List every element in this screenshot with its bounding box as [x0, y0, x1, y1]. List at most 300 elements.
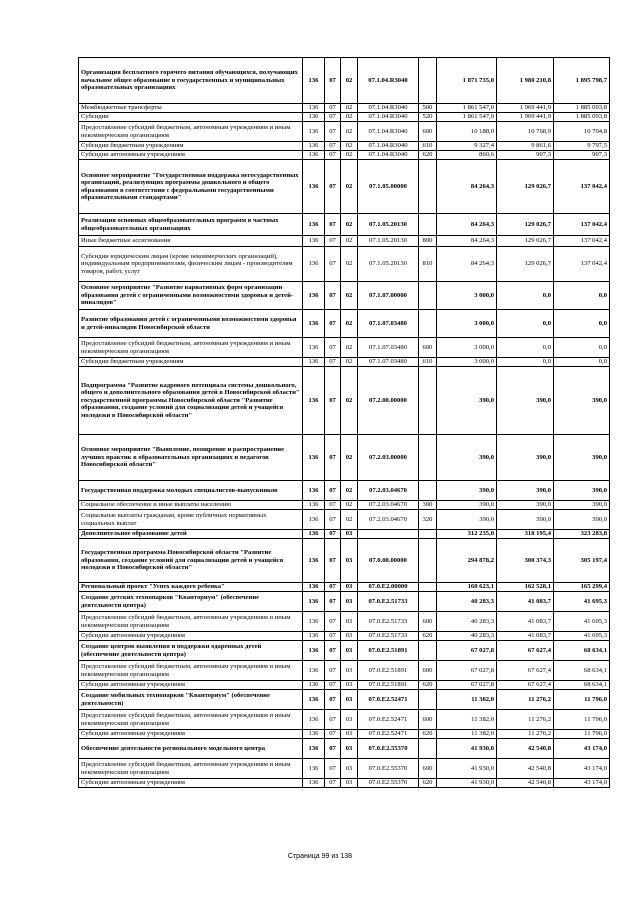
- cell-csr: [358, 530, 419, 539]
- cell-amount-year1: 40 283,3: [437, 592, 497, 612]
- cell-amount-year3: 10 704,8: [554, 122, 610, 142]
- cell-grbs: 136: [303, 247, 325, 282]
- cell-csr: 07.0.00.00000: [358, 539, 419, 583]
- cell-amount-year2: 390,0: [497, 367, 554, 435]
- cell-amount-year3: 390,0: [554, 501, 610, 510]
- cell-name: Субсидии: [79, 113, 303, 122]
- cell-pr: 03: [341, 779, 358, 788]
- cell-amount-year3: 41 695,3: [554, 632, 610, 641]
- cell-vr: 620: [419, 779, 437, 788]
- cell-csr: 07.0.E2.51891: [358, 681, 419, 690]
- cell-amount-year1: 860,6: [437, 151, 497, 160]
- table-row: [79, 730, 610, 739]
- cell-vr: 600: [419, 710, 437, 730]
- table-row: [79, 583, 610, 592]
- cell-name: Государственная программа Новосибирской области "Развитие образования, создание условий для социализации детей и учащейся молодежи в Новосибирской области": [79, 539, 303, 583]
- cell-amount-year1: 390,0: [437, 435, 497, 481]
- cell-vr: 600: [419, 759, 437, 779]
- cell-csr: 07.1.07.03480: [358, 310, 419, 338]
- cell-rz: 07: [325, 151, 341, 160]
- cell-csr: 07.0.E2.51891: [358, 641, 419, 661]
- cell-rz: 07: [325, 282, 341, 310]
- table-row: [79, 367, 610, 435]
- cell-csr: 07.1.05.20130: [358, 214, 419, 236]
- cell-amount-year1: 40 283,3: [437, 612, 497, 632]
- table-row: [79, 122, 610, 142]
- table-row: [79, 530, 610, 539]
- cell-vr: [419, 739, 437, 759]
- cell-amount-year2: 1 969 441,9: [497, 104, 554, 113]
- cell-name: Предоставление субсидий бюджетным, автономным учреждениям и иным некоммерческим организациям: [79, 661, 303, 681]
- cell-name: Социальные выплаты гражданам, кроме публичных нормативных социальных выплат: [79, 510, 303, 530]
- cell-vr: 520: [419, 113, 437, 122]
- cell-rz: 07: [325, 214, 341, 236]
- cell-amount-year2: 10 768,9: [497, 122, 554, 142]
- cell-amount-year1: 84 264,3: [437, 214, 497, 236]
- cell-grbs: 136: [303, 583, 325, 592]
- cell-rz: 07: [325, 710, 341, 730]
- cell-name: Дополнительное образование детей: [79, 530, 303, 539]
- cell-rz: 07: [325, 58, 341, 104]
- cell-rz: 07: [325, 435, 341, 481]
- cell-amount-year2: 0,0: [497, 338, 554, 358]
- cell-vr: 610: [419, 358, 437, 367]
- cell-rz: 07: [325, 730, 341, 739]
- cell-rz: 07: [325, 122, 341, 142]
- cell-csr: 07.0.E2.52471: [358, 730, 419, 739]
- cell-vr: 620: [419, 681, 437, 690]
- cell-name: Межбюджетные трансферты: [79, 104, 303, 113]
- budget-table-body: [79, 58, 610, 788]
- cell-amount-year3: 390,0: [554, 510, 610, 530]
- cell-grbs: 136: [303, 358, 325, 367]
- cell-pr: 03: [341, 612, 358, 632]
- cell-csr: 07.1.04.R3040: [358, 142, 419, 151]
- cell-amount-year3: 165 299,4: [554, 583, 610, 592]
- cell-pr: 02: [341, 247, 358, 282]
- table-row: [79, 338, 610, 358]
- cell-csr: 07.2.03.00000: [358, 435, 419, 481]
- cell-pr: 02: [341, 310, 358, 338]
- cell-csr: 07.2.03.04670: [358, 481, 419, 501]
- cell-pr: 02: [341, 142, 358, 151]
- cell-csr: 07.2.00.00000: [358, 367, 419, 435]
- cell-csr: 07.0.E2.55370: [358, 739, 419, 759]
- cell-grbs: 136: [303, 481, 325, 501]
- cell-name: Субсидии бюджетным учреждениям: [79, 142, 303, 151]
- table-row: [79, 104, 610, 113]
- cell-name: Основное мероприятие "Развитие вариативных форм организации образования детей с ограниченными возможностями здоровья и детей-инвалидов": [79, 282, 303, 310]
- cell-amount-year2: 0,0: [497, 358, 554, 367]
- cell-pr: 02: [341, 58, 358, 104]
- cell-csr: 07.0.E2.00000: [358, 583, 419, 592]
- cell-amount-year2: 162 528,1: [497, 583, 554, 592]
- cell-amount-year3: 137 042,4: [554, 214, 610, 236]
- cell-csr: 07.2.03.04670: [358, 510, 419, 530]
- cell-grbs: 136: [303, 730, 325, 739]
- cell-csr: 07.1.07.00000: [358, 282, 419, 310]
- cell-pr: 02: [341, 160, 358, 214]
- cell-amount-year1: 41 930,0: [437, 779, 497, 788]
- cell-vr: 620: [419, 730, 437, 739]
- cell-pr: 02: [341, 338, 358, 358]
- cell-rz: 07: [325, 739, 341, 759]
- cell-amount-year1: 40 283,3: [437, 632, 497, 641]
- cell-name: Иные бюджетные ассигнования: [79, 236, 303, 247]
- cell-amount-year2: 11 276,2: [497, 710, 554, 730]
- table-row: [79, 681, 610, 690]
- table-row: [79, 710, 610, 730]
- cell-grbs: 136: [303, 367, 325, 435]
- cell-name: Региональный проект "Успех каждого ребенка": [79, 583, 303, 592]
- cell-grbs: 136: [303, 160, 325, 214]
- cell-amount-year1: 11 382,0: [437, 690, 497, 710]
- cell-amount-year2: 390,0: [497, 501, 554, 510]
- cell-rz: 07: [325, 113, 341, 122]
- cell-amount-year3: 137 042,4: [554, 247, 610, 282]
- cell-amount-year3: 305 197,4: [554, 539, 610, 583]
- cell-grbs: 136: [303, 739, 325, 759]
- cell-name: Субсидии автономным учреждениям: [79, 151, 303, 160]
- cell-pr: 03: [341, 759, 358, 779]
- cell-grbs: 136: [303, 122, 325, 142]
- table-row: [79, 612, 610, 632]
- cell-amount-year2: 129 026,7: [497, 160, 554, 214]
- cell-vr: 620: [419, 151, 437, 160]
- cell-pr: 02: [341, 122, 358, 142]
- cell-amount-year1: 390,0: [437, 510, 497, 530]
- cell-pr: 02: [341, 104, 358, 113]
- cell-grbs: 136: [303, 530, 325, 539]
- table-row: [79, 481, 610, 501]
- cell-amount-year1: 160 623,1: [437, 583, 497, 592]
- cell-vr: 600: [419, 612, 437, 632]
- table-row: [79, 282, 610, 310]
- cell-grbs: 136: [303, 236, 325, 247]
- cell-amount-year2: 11 276,2: [497, 730, 554, 739]
- cell-vr: [419, 530, 437, 539]
- cell-rz: 07: [325, 779, 341, 788]
- cell-csr: 07.2.03.04670: [358, 501, 419, 510]
- cell-rz: 07: [325, 510, 341, 530]
- cell-amount-year2: 129 026,7: [497, 236, 554, 247]
- cell-name: Реализация основных общеобразовательных программ в частных общеобразовательных организациях: [79, 214, 303, 236]
- cell-grbs: 136: [303, 151, 325, 160]
- cell-grbs: 136: [303, 661, 325, 681]
- cell-grbs: 136: [303, 214, 325, 236]
- cell-amount-year3: 323 283,8: [554, 530, 610, 539]
- cell-pr: 02: [341, 282, 358, 310]
- cell-grbs: 136: [303, 759, 325, 779]
- table-row: [79, 435, 610, 481]
- cell-vr: [419, 310, 437, 338]
- cell-csr: 07.0.E2.55370: [358, 759, 419, 779]
- cell-rz: 07: [325, 367, 341, 435]
- cell-rz: 07: [325, 690, 341, 710]
- cell-amount-year3: 43 174,0: [554, 779, 610, 788]
- cell-csr: 07.1.07.03480: [358, 358, 419, 367]
- cell-name: Создание мобильных технопарков "Кванториум" (обеспечение деятельности): [79, 690, 303, 710]
- table-row: [79, 739, 610, 759]
- cell-pr: 02: [341, 236, 358, 247]
- cell-amount-year1: 67 027,8: [437, 661, 497, 681]
- cell-amount-year1: 41 930,0: [437, 739, 497, 759]
- cell-amount-year3: 0,0: [554, 310, 610, 338]
- cell-amount-year1: 41 930,0: [437, 759, 497, 779]
- cell-vr: [419, 435, 437, 481]
- table-row: [79, 779, 610, 788]
- cell-csr: 07.1.04.R3040: [358, 104, 419, 113]
- cell-amount-year2: 907,3: [497, 151, 554, 160]
- cell-csr: 07.0.E2.51733: [358, 612, 419, 632]
- cell-vr: [419, 539, 437, 583]
- cell-amount-year3: 0,0: [554, 338, 610, 358]
- cell-csr: 07.1.04.R3040: [358, 151, 419, 160]
- cell-name: Субсидии юридическим лицам (кроме некоммерческих организаций), индивидуальным предпринимателям, физическим лицам - производителям товаров, работ, услуг: [79, 247, 303, 282]
- cell-amount-year1: 390,0: [437, 367, 497, 435]
- cell-amount-year2: 42 540,8: [497, 759, 554, 779]
- cell-pr: 02: [341, 510, 358, 530]
- cell-grbs: 136: [303, 539, 325, 583]
- cell-grbs: 136: [303, 58, 325, 104]
- cell-amount-year3: 68 634,1: [554, 661, 610, 681]
- cell-grbs: 136: [303, 632, 325, 641]
- cell-amount-year1: 11 382,0: [437, 710, 497, 730]
- cell-amount-year3: 68 634,1: [554, 641, 610, 661]
- cell-amount-year3: 1 885 093,8: [554, 113, 610, 122]
- cell-csr: 07.0.E2.51891: [358, 661, 419, 681]
- cell-amount-year3: 390,0: [554, 481, 610, 501]
- table-row: [79, 501, 610, 510]
- cell-rz: 07: [325, 641, 341, 661]
- cell-grbs: 136: [303, 435, 325, 481]
- cell-rz: 07: [325, 592, 341, 612]
- cell-pr: 03: [341, 739, 358, 759]
- cell-name: Субсидии автономным учреждениям: [79, 681, 303, 690]
- cell-csr: 07.1.07.03480: [358, 338, 419, 358]
- cell-rz: 07: [325, 501, 341, 510]
- cell-vr: [419, 58, 437, 104]
- cell-amount-year2: 1 969 441,9: [497, 113, 554, 122]
- cell-grbs: 136: [303, 510, 325, 530]
- cell-name: Подпрограмма "Развитие кадрового потенциала системы дошкольного, общего и дополнительного образования детей в Новосибирской области" государственной программы Новосибирской области "Развитие образования, создание условий для социализации детей и учащейся молодежи в Новосибирской области": [79, 367, 303, 435]
- cell-rz: 07: [325, 661, 341, 681]
- cell-name: Развитие образования детей с ограниченными возможностями здоровья и детей-инвалидов Новосибирской области: [79, 310, 303, 338]
- cell-amount-year1: 84 264,3: [437, 236, 497, 247]
- table-row: [79, 632, 610, 641]
- cell-vr: [419, 160, 437, 214]
- cell-amount-year2: 11 276,2: [497, 690, 554, 710]
- cell-pr: 03: [341, 730, 358, 739]
- cell-amount-year3: 68 634,1: [554, 681, 610, 690]
- cell-grbs: 136: [303, 310, 325, 338]
- cell-grbs: 136: [303, 592, 325, 612]
- cell-amount-year1: 1 861 547,0: [437, 113, 497, 122]
- cell-vr: 800: [419, 236, 437, 247]
- cell-name: Основное мероприятие "Выявление, поощрение и распространение лучших практик в образовательных организациях и педагогов Новосибирской области": [79, 435, 303, 481]
- cell-name: Предоставление субсидий бюджетным, автономным учреждениям и иным некоммерческим организациям: [79, 122, 303, 142]
- table-row: [79, 592, 610, 612]
- cell-csr: 07.0.E2.51733: [358, 592, 419, 612]
- cell-rz: 07: [325, 236, 341, 247]
- table-row: [79, 510, 610, 530]
- cell-amount-year2: 41 083,7: [497, 612, 554, 632]
- cell-amount-year2: 129 026,7: [497, 247, 554, 282]
- cell-grbs: 136: [303, 142, 325, 151]
- cell-pr: 03: [341, 690, 358, 710]
- cell-amount-year1: 84 264,3: [437, 160, 497, 214]
- cell-amount-year3: 390,0: [554, 435, 610, 481]
- cell-amount-year2: 9 861,6: [497, 142, 554, 151]
- cell-pr: 02: [341, 151, 358, 160]
- cell-amount-year3: 0,0: [554, 358, 610, 367]
- cell-name: Субсидии бюджетным учреждениям: [79, 358, 303, 367]
- cell-amount-year2: 42 540,8: [497, 779, 554, 788]
- cell-name: Организация бесплатного горячего питания обучающихся, получающих начальное общее образование в государственных и муниципальных образовательных организациях: [79, 58, 303, 104]
- cell-amount-year1: 67 027,8: [437, 641, 497, 661]
- table-row: [79, 247, 610, 282]
- cell-pr: 03: [341, 661, 358, 681]
- cell-rz: 07: [325, 612, 341, 632]
- cell-vr: [419, 690, 437, 710]
- page-footer: Страница 99 из 138: [287, 853, 353, 860]
- cell-vr: 810: [419, 247, 437, 282]
- cell-grbs: 136: [303, 501, 325, 510]
- cell-csr: 07.0.E2.55370: [358, 779, 419, 788]
- cell-vr: 600: [419, 661, 437, 681]
- cell-amount-year2: 390,0: [497, 481, 554, 501]
- cell-rz: 07: [325, 358, 341, 367]
- cell-rz: 07: [325, 530, 341, 539]
- cell-rz: 07: [325, 104, 341, 113]
- cell-amount-year1: 3 000,0: [437, 310, 497, 338]
- cell-amount-year1: 3 000,0: [437, 358, 497, 367]
- cell-name: Субсидии автономным учреждениям: [79, 730, 303, 739]
- cell-amount-year1: 390,0: [437, 501, 497, 510]
- cell-amount-year1: 3 000,0: [437, 338, 497, 358]
- cell-rz: 07: [325, 310, 341, 338]
- cell-amount-year3: 43 174,0: [554, 759, 610, 779]
- cell-amount-year2: 41 083,7: [497, 632, 554, 641]
- cell-rz: 07: [325, 338, 341, 358]
- cell-pr: 03: [341, 592, 358, 612]
- cell-amount-year2: 129 026,7: [497, 214, 554, 236]
- cell-csr: 07.1.04.R3040: [358, 113, 419, 122]
- cell-name: Государственная поддержка молодых специалистов-выпускников: [79, 481, 303, 501]
- cell-amount-year2: 42 540,8: [497, 739, 554, 759]
- cell-pr: 02: [341, 113, 358, 122]
- cell-amount-year2: 1 980 210,8: [497, 58, 554, 104]
- cell-grbs: 136: [303, 681, 325, 690]
- cell-vr: 610: [419, 142, 437, 151]
- cell-vr: [419, 583, 437, 592]
- cell-vr: [419, 282, 437, 310]
- cell-amount-year1: 10 188,0: [437, 122, 497, 142]
- cell-pr: 03: [341, 710, 358, 730]
- cell-amount-year2: 67 627,4: [497, 681, 554, 690]
- cell-csr: 07.1.04.R3040: [358, 58, 419, 104]
- cell-amount-year1: 1 871 735,0: [437, 58, 497, 104]
- cell-amount-year3: 43 174,0: [554, 739, 610, 759]
- cell-grbs: 136: [303, 690, 325, 710]
- cell-vr: 500: [419, 104, 437, 113]
- cell-vr: [419, 214, 437, 236]
- cell-vr: [419, 592, 437, 612]
- cell-name: Создание центров выявления и поддержки одаренных детей (обеспечение деятельности центра): [79, 641, 303, 661]
- cell-amount-year3: 1 885 093,8: [554, 104, 610, 113]
- cell-pr: 02: [341, 501, 358, 510]
- cell-amount-year2: 0,0: [497, 282, 554, 310]
- cell-grbs: 136: [303, 779, 325, 788]
- cell-amount-year3: 137 042,4: [554, 236, 610, 247]
- cell-amount-year1: 9 327,4: [437, 142, 497, 151]
- cell-name: Социальное обеспечение и иные выплаты населению: [79, 501, 303, 510]
- cell-name: Предоставление субсидий бюджетным, автономным учреждениям и иным некоммерческим организациям: [79, 612, 303, 632]
- cell-pr: 02: [341, 435, 358, 481]
- cell-amount-year3: 0,0: [554, 282, 610, 310]
- cell-grbs: 136: [303, 282, 325, 310]
- table-row: [79, 358, 610, 367]
- cell-vr: 600: [419, 122, 437, 142]
- cell-rz: 07: [325, 160, 341, 214]
- cell-grbs: 136: [303, 113, 325, 122]
- cell-amount-year2: 41 083,7: [497, 592, 554, 612]
- cell-amount-year3: 11 796,0: [554, 710, 610, 730]
- cell-pr: 02: [341, 481, 358, 501]
- cell-vr: [419, 481, 437, 501]
- cell-amount-year1: 312 235,0: [437, 530, 497, 539]
- cell-pr: 03: [341, 583, 358, 592]
- cell-name: Предоставление субсидий бюджетным, автономным учреждениям и иным некоммерческим организациям: [79, 338, 303, 358]
- cell-name: Обеспечение деятельности регионального модельного центра: [79, 739, 303, 759]
- cell-amount-year3: 11 796,0: [554, 730, 610, 739]
- table-row: [79, 539, 610, 583]
- cell-amount-year2: 300 374,3: [497, 539, 554, 583]
- cell-rz: 07: [325, 583, 341, 592]
- cell-name: Субсидии автономным учреждениям: [79, 779, 303, 788]
- cell-amount-year2: 67 627,4: [497, 661, 554, 681]
- table-row: [79, 310, 610, 338]
- cell-amount-year2: 0,0: [497, 310, 554, 338]
- cell-grbs: 136: [303, 641, 325, 661]
- cell-amount-year1: 84 264,3: [437, 247, 497, 282]
- cell-rz: 07: [325, 481, 341, 501]
- cell-rz: 07: [325, 632, 341, 641]
- cell-vr: [419, 367, 437, 435]
- cell-amount-year2: 390,0: [497, 510, 554, 530]
- cell-csr: 07.0.E2.51733: [358, 632, 419, 641]
- cell-amount-year2: 318 195,4: [497, 530, 554, 539]
- cell-amount-year3: 137 042,4: [554, 160, 610, 214]
- cell-amount-year2: 390,0: [497, 435, 554, 481]
- cell-amount-year1: 1 861 547,0: [437, 104, 497, 113]
- cell-amount-year3: 1 895 798,7: [554, 58, 610, 104]
- cell-csr: 07.0.E2.52471: [358, 690, 419, 710]
- table-row: [79, 690, 610, 710]
- table-row: [79, 214, 610, 236]
- cell-pr: 02: [341, 358, 358, 367]
- cell-rz: 07: [325, 539, 341, 583]
- cell-csr: 07.0.E2.52471: [358, 710, 419, 730]
- cell-amount-year2: 67 627,4: [497, 641, 554, 661]
- cell-pr: 03: [341, 530, 358, 539]
- budget-table: [78, 57, 610, 788]
- cell-grbs: 136: [303, 612, 325, 632]
- cell-vr: 320: [419, 510, 437, 530]
- cell-csr: 07.1.05.00000: [358, 160, 419, 214]
- cell-grbs: 136: [303, 338, 325, 358]
- cell-rz: 07: [325, 681, 341, 690]
